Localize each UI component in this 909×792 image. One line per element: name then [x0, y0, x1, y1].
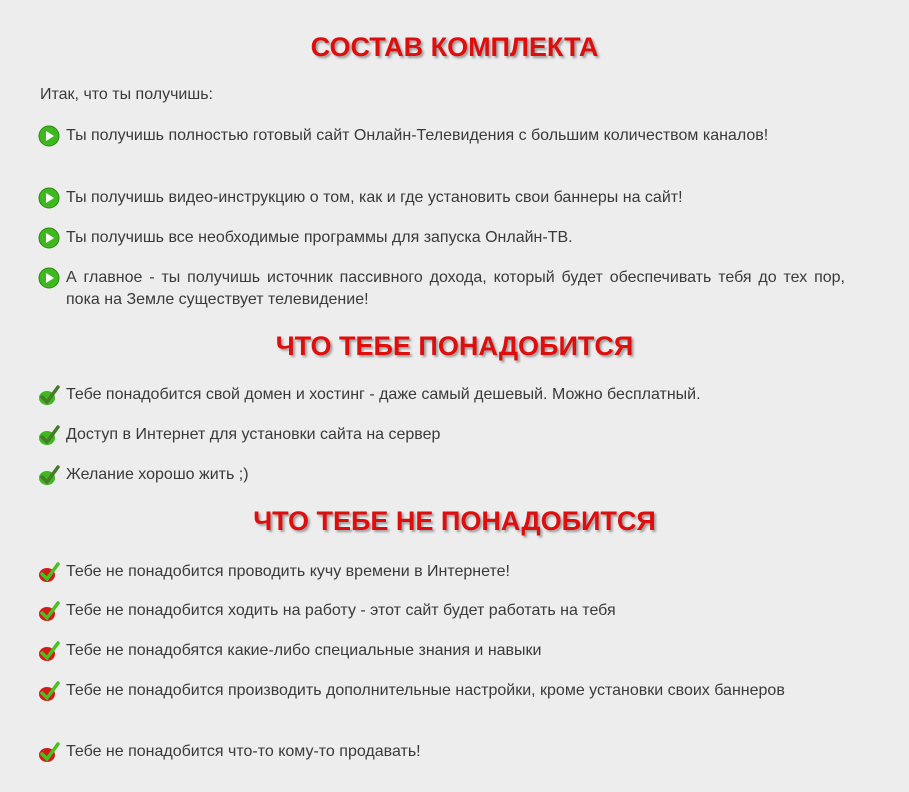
heading-what-you-dont-need: ЧТО ТЕБЕ НЕ ПОНАДОБИТСЯ [253, 506, 656, 536]
red-check-icon [38, 561, 60, 583]
list-item: Доступ в Интернет для установки сайта на сервер [38, 424, 845, 446]
list-item: Тебе не понадобится проводить кучу времени в Интернете! [38, 561, 845, 583]
list-item: Тебе не понадобится ходить на работу - этот сайт будет работать на тебя [38, 600, 845, 622]
green-check-icon [38, 424, 60, 446]
red-check-icon [38, 640, 60, 662]
green-arrow-icon [38, 227, 60, 249]
list-item: Ты получишь все необходимые программы для запуска Онлайн-ТВ. [38, 227, 845, 249]
intro-text: Итак, что ты получишь: [40, 86, 213, 103]
green-check-icon [38, 464, 60, 486]
list-item: А главное - ты получишь источник пассивного дохода, который будет обеспечивать тебя до тех пор, пока на Земле существует телевидение! [38, 267, 845, 311]
list-item: Ты получишь полностью готовый сайт Онлайн-Телевидения с большим количеством каналов! [38, 125, 845, 147]
red-check-icon [38, 680, 60, 702]
red-check-icon [38, 600, 60, 622]
red-check-icon [38, 741, 60, 763]
green-check-icon [38, 384, 60, 406]
green-arrow-icon [38, 267, 60, 289]
list-item: Ты получишь видео-инструкцию о том, как и где установить свои баннеры на сайт! [38, 187, 845, 209]
list-item: Тебе не понадобится что-то кому-то продавать! [38, 741, 845, 763]
list-item: Тебе не понадобятся какие-либо специальные знания и навыки [38, 640, 845, 662]
heading-kit-contents: СОСТАВ КОМПЛЕКТА [310, 32, 599, 62]
list-item: Тебе не понадобится производить дополнительные настройки, кроме установки своих баннеров [38, 680, 845, 702]
heading-what-you-need: ЧТО ТЕБЕ ПОНАДОБИТСЯ [275, 331, 634, 361]
list-item: Желание хорошо жить ;) [38, 464, 845, 486]
green-arrow-icon [38, 187, 60, 209]
green-arrow-icon [38, 125, 60, 147]
list-item: Тебе понадобится свой домен и хостинг - даже самый дешевый. Можно бесплатный. [38, 384, 845, 406]
